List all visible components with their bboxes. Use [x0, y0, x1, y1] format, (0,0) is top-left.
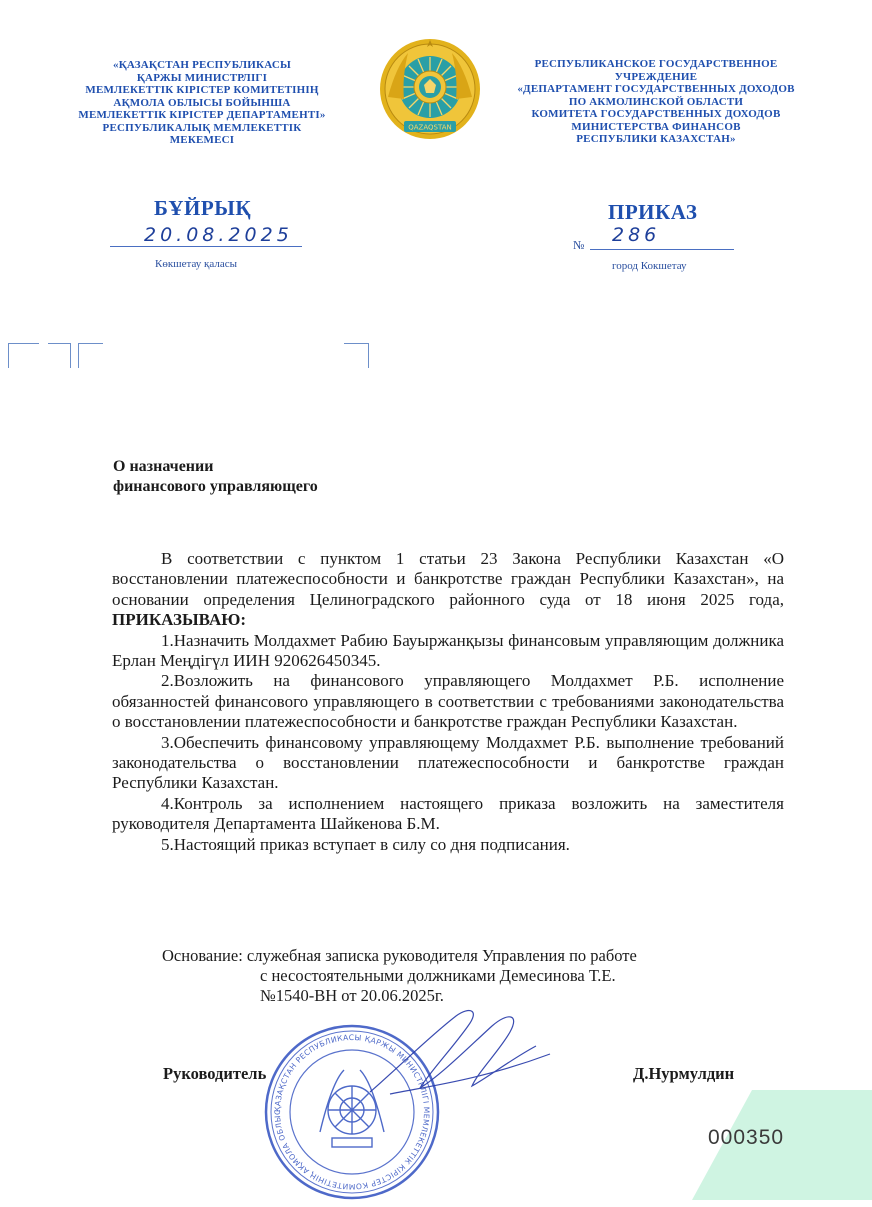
emblem-text: QAZAQSTAN [408, 123, 452, 132]
corner-mark [344, 343, 369, 368]
city-kazakh: Көкшетау қаласы [155, 258, 238, 270]
header-right-line: РЕСПУБЛИКИ КАЗАХСТАН» [576, 133, 736, 145]
body-item-2: 2.Возложить на финансового управляющего Молдахмет Р.Б. исполнение обязанностей финансового управляющего в соответствии с требованиями законодательства о восстановлении платежеспособности и банкротстве граждан Республики Казахстан. [112, 671, 784, 732]
header-left [62, 59, 342, 147]
header-right-line: «ДЕПАРТАМЕНТ ГОСУДАРСТВЕННЫХ ДОХОДОВ [517, 83, 795, 95]
header-left-line: РЕСПУБЛИКАЛЫҚ МЕМЛЕКЕТТІК [102, 121, 302, 134]
body-item-5: 5.Настоящий приказ вступает в силу со дня подписания. [161, 834, 570, 854]
header-right [495, 58, 817, 146]
corner-mark [8, 343, 39, 368]
header-left-line: МЕМЛЕКЕТТІК КІРІСТЕР КОМИТЕТІНІҢ [85, 84, 319, 96]
state-emblem-icon [378, 37, 482, 141]
body-intro-bold: ПРИКАЗЫВАЮ: [112, 610, 247, 630]
corner-mark [48, 343, 71, 368]
number-sign: № [573, 238, 585, 252]
basis-line: с несостоятельными должниками Демесинова Т.Е. [260, 966, 616, 985]
header-right-line: МИНИСТЕРСТВА ФИНАНСОВ [571, 120, 741, 133]
serial-number: 000350 [708, 1126, 785, 1149]
stamp-text: ҚАЗАҚСТАН РЕСПУБЛИКАСЫ ҚАРЖЫ МИНИСТРЛІГІ МЕМЛЕКЕТТІК КІРІСТЕР КОМИТЕТІНІҢ АҚМОЛА ОБЛЫС [272, 1032, 432, 1192]
header-right-line: РЕСПУБЛИКАНСКОЕ ГОСУДАРСТВЕННОЕ [534, 58, 778, 70]
city-russian: город Кокшетау [612, 260, 687, 272]
corner-mark [78, 343, 103, 368]
basis-line: №1540-ВН от 20.06.2025г. [260, 986, 444, 1005]
subject-line: финансового управляющего [113, 478, 318, 495]
signatory-role: Руководитель [163, 1064, 267, 1083]
number-underline [590, 249, 734, 250]
body-intro-text: В соответствии с пунктом 1 статьи 23 Закона Республики Казахстан «О восстановлении платежеспособности и банкротстве граждан Республики Казахстан», на основании определения Целиноградского районного суда от 18 июня 2025 года, [112, 549, 784, 609]
header-left-line: АҚМОЛА ОБЛЫСЫ БОЙЫНША [113, 96, 291, 109]
order-word-kazakh: БҰЙРЫҚ [154, 196, 252, 220]
header-left-line: МЕКЕМЕСІ [169, 134, 235, 146]
header-right-line: УЧРЕЖДЕНИЕ [614, 70, 698, 83]
order-number: 286 [612, 224, 661, 246]
order-body [112, 549, 784, 855]
basis-line: Основание: служебная записка руководителя Управления по работе [162, 946, 637, 965]
body-item-4: 4.Контроль за исполнением настоящего приказа возложить на заместителя руководителя Департамента Шайкенова Б.М. [112, 793, 784, 834]
order-date: 20.08.2025 [144, 224, 293, 246]
subject [113, 457, 473, 497]
header-right-line: ПО АКМОЛИНСКОЙ ОБЛАСТИ [568, 95, 744, 108]
header-left-line: ҚАРЖЫ МИНИСТРЛІГІ [136, 71, 268, 84]
date-underline [110, 246, 302, 247]
header-left-line: МЕМЛЕКЕТТІК КІРІСТЕР ДЕПАРТАМЕНТІ» [78, 109, 326, 121]
body-intro [112, 549, 784, 631]
header-left-line: «ҚАЗАҚСТАН РЕСПУБЛИКАСЫ [113, 59, 291, 71]
signatory-name: Д.Нурмулдин [633, 1064, 735, 1083]
body-item-1: 1.Назначить Молдахмет Рабию Бауыржанқызы финансовым управляющим должника Ерлан Меңдігүл ИИН 920626450345. [112, 630, 784, 671]
order-word-russian: ПРИКАЗ [608, 200, 698, 224]
body-item-3: 3.Обеспечить финансовому управляющему Молдахмет Р.Б. выполнение требований законодательства о восстановлении платежеспособности и банкротстве граждан Республики Казахстан. [112, 732, 784, 793]
header-right-line: КОМИТЕТА ГОСУДАРСТВЕННЫХ ДОХОДОВ [531, 108, 781, 120]
subject-line: О назначении [113, 458, 214, 475]
signature-scribble [360, 996, 560, 1106]
